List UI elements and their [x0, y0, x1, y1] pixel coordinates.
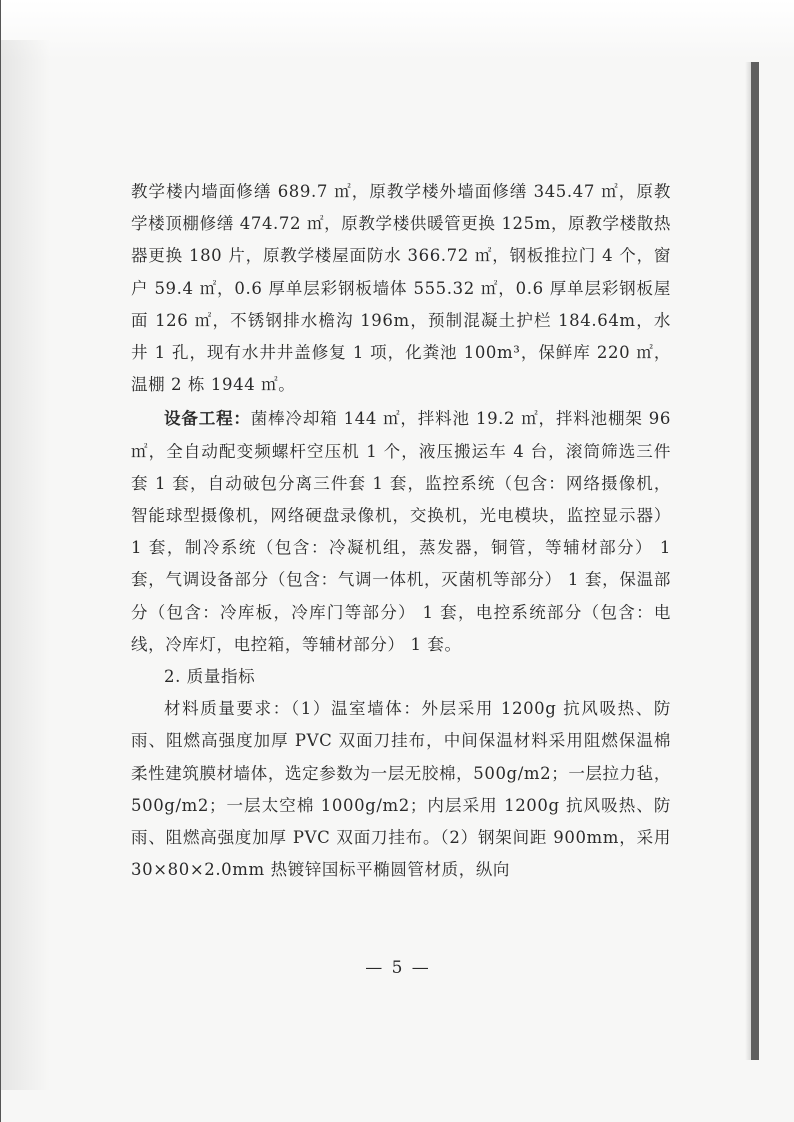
document-body — [131, 176, 671, 886]
binding-edge — [751, 62, 759, 1060]
paragraph-equipment-works — [131, 403, 671, 661]
paragraph-building-works: 教学楼内墙面修缮 689.7 ㎡，原教学楼外墙面修缮 345.47 ㎡，原教学楼顶棚修缮 474.72 ㎡，原教学楼供暖管更换 125m，原教学楼散热器更换 180 片，原教学楼屋面防水 366.72 ㎡，钢板推拉门 4 个，窗户 59.4 ㎡，0.6 厚单层彩钢板墙体 555.32 ㎡，0.6 厚单层彩钢板屋面 126 ㎡，不锈钢排水檐沟 196m，预制混凝土护栏 184.64m，水井 1 孔，现有水井井盖修复 1 项，化粪池 100m³，保鲜库 220 ㎡，温棚 2 栋 1944 ㎡。 — [131, 182, 671, 395]
equipment-text: 菌棒冷却箱 144 ㎡，拌料池 19.2 ㎡，拌料池棚架 96 ㎡，全自动配变频螺杆空压机 1 个，液压搬运车 4 台，滚筒筛选三件套 1 套，自动破包分离三件套 1 套，监控系统（包含：网络摄像机，智能球型摄像机，网络硬盘录像机，交换机，光电模块，监控显示器） 1 套，制冷系统（包含：冷凝机组，蒸发器，铜管，等辅材部分） 1 套，气调设备部分（包含：气调一体机，灭菌机等部分） 1 套，保温部分（包含：冷库板，冷库门等部分） 1 套，电控系统部分（包含：电线，冷库灯，电控箱，等辅材部分） 1 套。 — [131, 409, 672, 654]
page-number: — 5 — — [365, 958, 431, 978]
paragraph-quality-requirements: 材料质量要求：（1）温室墙体：外层采用 1200g 抗风吸热、防雨、阻燃高强度加厚 PVC 双面刀挂布，中间保温材料采用阻燃保温棉柔性建筑膜材墙体，选定参数为一层无胶棉，500g/m2；一层拉力毡，500g/m2；一层太空棉 1000g/m2；内层采用 1200g 抗风吸热、防雨、阻燃高强度加厚 PVC 双面刀挂布。（2）钢架间距 900mm，采用 30×80×2.0mm 热镀锌国标平椭圆管材质，纵向 — [131, 699, 671, 880]
page-edge-shading — [1, 40, 51, 1090]
section-heading-quality: 2. 质量指标 — [164, 667, 256, 687]
equipment-label: 设备工程： — [164, 409, 251, 429]
page-top-shading — [1, 0, 794, 60]
